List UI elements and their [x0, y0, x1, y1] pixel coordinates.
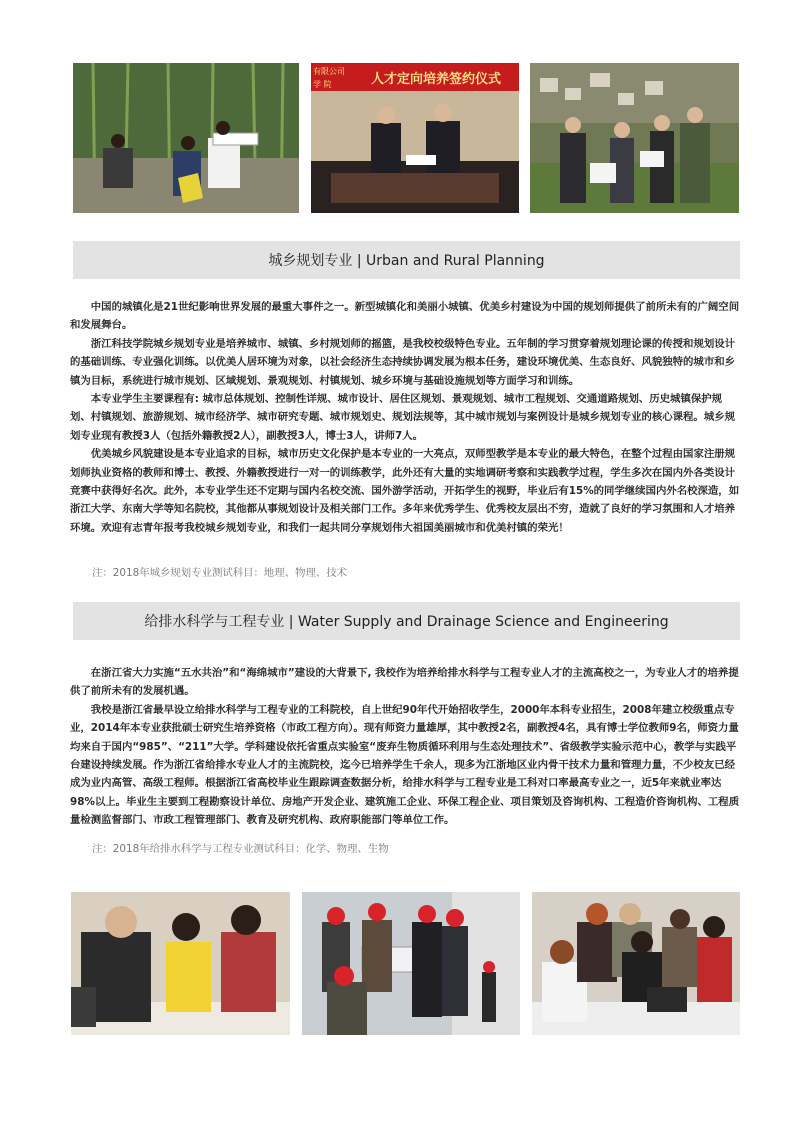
paragraph: 优美城乡风貌建设是本专业追求的目标，城市历史文化保护是本专业的一大亮点，双师型教学是本专业的最大特色，在整个过程由国家注册规划师执业资格的教师和博士、教授、外籍教授进行一对一的训练教学，此外还有大量的实地调研考察和实践教学过程，学生多次在国内外各类设计竞赛中获得好名次。此外，本专业学生还不定期与国内名校交流、国外游学活动，开拓学生的视野，毕业后有15%的同学继续国内外名校深造，如浙江大学、东南大学等知名院校，其他都从事规划设计及相关部门工作。多年来优秀学生、优秀校友层出不穷，造就了良好的学习氛围和人才培养环境。欢迎有志青年报考我校城乡规划专业，和我们一起共同分享规划伟大祖国美丽城市和优美村镇的荣光！ — [70, 448, 740, 534]
photo-students-sketching-bamboo — [73, 63, 299, 213]
banner-left-line1: 有限公司 — [313, 67, 345, 76]
section-heading-text: 给排水科学与工程专业 | Water Supply and Drainage Science and Engineering — [144, 614, 669, 630]
section-heading-urban-rural-planning — [73, 241, 740, 279]
paragraph: 浙江科技学院城乡规划专业是培养城市、城镇、乡村规划师的摇篮，是我校校级特色专业。五年制的学习贯穿着规划理论课的传授和规划设计的基础训练、专业强化训练。以优美人居环境为对象，以社会经济生态持续协调发展为根本任务，建设环境优美、生态良好、风貌独特的城市和乡镇为目标，系统进行城市规划、区域规划、景观规划、村镇规划、城乡环境与基础设施规划等方面学习和训练。 — [70, 337, 736, 387]
water-supply-test-subjects-note: 注：2018年给排水科学与工程专业测试科目：化学、物理、生物 — [92, 843, 389, 855]
paragraph: 本专业学生主要课程有: 城市总体规划、控制性详规、城市设计、居住区规划、景观规划、城市工程规划、交通道路规划、历史城镇保护规划、村镇规划、旅游规划、城市经济学、城市研究专题、城市规划史、规划法规等，其中城市规划与案例设计是城乡规划专业的核心课程。城乡规划专业现有教授3人（包括外籍教授2人），副教授3人，博士3人，讲师7人。 — [70, 393, 735, 442]
banner-title-text: 人才定向培养签约仪式 — [371, 72, 502, 87]
photo-engineers-hardhats — [302, 892, 520, 1035]
photo-international-lab — [532, 892, 740, 1035]
banner-left-line2: 学 院 — [313, 80, 332, 89]
photo-teacher-with-students — [71, 892, 290, 1035]
water-supply-description — [70, 664, 742, 830]
paragraph: 中国的城镇化是21世纪影响世界发展的最重大事件之一。新型城镇化和美丽小城镇、优美乡村建设为中国的规划师提供了前所未有的广阔空间和发展舞台。 — [70, 301, 740, 332]
urban-planning-description — [70, 298, 742, 537]
urban-planning-test-subjects-note: 注：2018年城乡规划专业测试科目：地理、物理、技术 — [92, 567, 348, 579]
section-heading-text: 城乡规划专业 | Urban and Rural Planning — [268, 253, 545, 269]
photo-village-survey — [530, 63, 739, 213]
paragraph: 在浙江省大力实施“五水共治”和“海绵城市”建设的大背景下, 我校作为培养给排水科学与工程专业人才的主流高校之一，为专业人才的培养提供了前所未有的发展机遇。 — [70, 667, 739, 698]
section-heading-water-supply-drainage — [73, 602, 740, 640]
paragraph: 我校是浙江省最早设立给排水科学与工程专业的工科院校，自上世纪90年代开始招收学生，2000年本科专业招生，2008年建立校级重点专业，2014年本专业获批硕士研究生培养资格（市政工程方向）。现有师资力量雄厚，其中教授2名，副教授4名，具有博士学位教师9名，师资力量均来自于国内“985”、“211”大学。学科建设依托省重点实验室“废弃生物质循环利用与生态处理技术”、省级教学实验示范中心，教学与实践平台建设持续发展。作为浙江省给排水专业人才的主流院校，迄今已培养学生千余人，现多为江浙地区业内骨干技术力量和管理力量，不少校友已经成为业内高管、高级工程师。根据浙江省高校毕业生跟踪调查数据分析，给排水科学与工程专业是工科对口率最高专业之一，近5年来就业率达98%以上。毕业生主要到工程勘察设计单位、房地产开发企业、建筑施工企业、环保工程企业、项目策划及咨询机构、工程造价咨询机构、工程质量检测监督部门、市政工程管理部门、教育及研究机构、政府职能部门等单位工作。 — [70, 703, 740, 827]
photo-signing-ceremony — [311, 63, 519, 213]
